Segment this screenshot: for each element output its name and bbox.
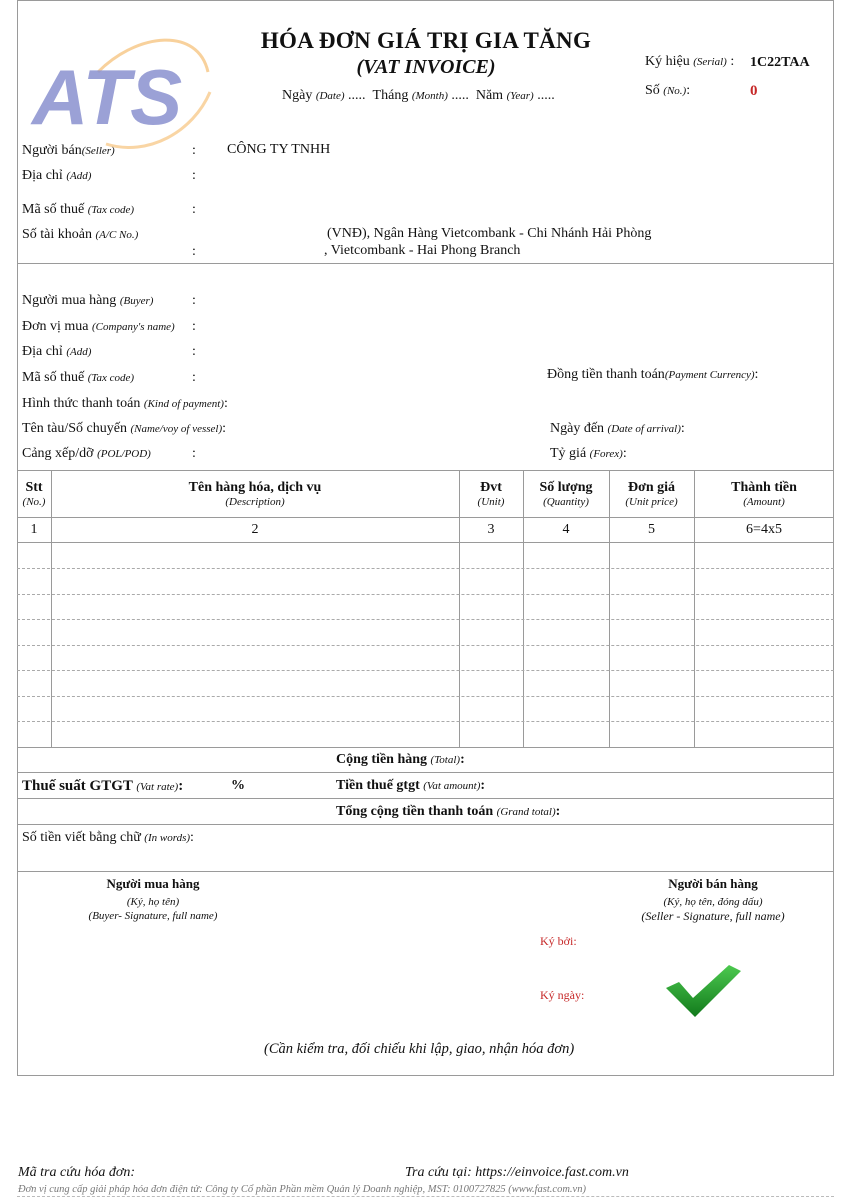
table-header-border [17,517,834,518]
buyer-address-label: Địa chỉ (Add) [22,344,92,359]
buyer-tax-label: Mã số thuế (Tax code) [22,370,135,385]
table-row-line [17,670,834,671]
signed-date-label: Ký ngày: [540,988,585,1002]
col-number: 6=4x5 [746,522,782,537]
table-top-border [17,470,834,471]
divider [17,871,834,872]
buyer-sign-title: Người mua hàng [106,876,200,891]
colon: : [192,370,196,385]
colon: : [192,344,196,359]
buyer-sign-sub: (Ký, họ tên) (Buyer- Signature, full name) [88,896,218,922]
lookup-site: Tra cứu tại: https://einvoice.fast.com.vn [405,1165,629,1180]
colon: : [192,202,196,217]
serial-value: 1C22TAA [750,55,810,70]
table-number-row-border [17,542,834,543]
col-header-unit-price: Đơn giá (Unit price) [625,480,678,508]
seller-label: Người bán(Seller) [22,143,115,158]
seller-name: CÔNG TY TNHH [227,142,331,157]
col-header-amount: Thành tiền (Amount) [731,480,797,508]
invoice-title: HÓA ĐƠN GIÁ TRỊ GIA TĂNG [260,28,592,53]
col-header-unit: Đvt (Unit) [477,480,505,508]
table-row-line [17,594,834,595]
seller-tax-label: Mã số thuế (Tax code) [22,202,135,217]
colon: : [192,143,196,158]
provider-note: Đơn vị cung cấp giải pháp hóa đơn điện tử: Công ty Cổ phần Phần mềm Quản lý Doanh nghiệp, MST: 0100727825 (www.fast.com.vn) [18,1184,586,1195]
in-words-label: Số tiền viết bằng chữ (In words): [22,830,194,845]
payment-kind-label: Hình thức thanh toán (Kind of payment): [22,396,228,411]
invoice-subtitle: (VAT INVOICE) [356,56,496,78]
check-note: (Cần kiểm tra, đối chiếu khi lập, giao, nhận hóa đơn) [264,1041,575,1057]
seller-address-label: Địa chỉ (Add) [22,168,92,183]
date-line: Ngày (Date) ..... Tháng (Month) ..... Năm (Year) ..... [282,88,555,103]
arrival-date-label: Ngày đến (Date of arrival): [550,421,685,436]
table-row-line [17,696,834,697]
colon: : [192,319,196,334]
divider [17,824,834,825]
col-number: 4 [562,522,570,537]
port-label: Cảng xếp/dỡ (POL/POD) [22,446,151,461]
buyer-company-label: Đơn vị mua (Company's name) [22,319,175,334]
colon: : [192,244,196,259]
divider [17,772,834,773]
col-divider [609,470,610,747]
colon: : [192,293,196,308]
footer-dotted-line [17,1196,834,1197]
col-number: 5 [648,522,655,537]
seller-account-label: Số tài khoản (A/C No.) [22,227,139,242]
col-header-description: Tên hàng hóa, dịch vụ (Description) [188,480,322,508]
col-number: 2 [251,522,259,537]
grand-total-label: Tổng cộng tiền thanh toán (Grand total): [336,804,561,819]
signature-check-icon [663,962,743,1020]
vessel-label: Tên tàu/Số chuyến (Name/voy of vessel): [22,421,227,436]
col-divider [523,470,524,747]
col-header-no: Stt (No.) [22,480,46,508]
buyer-label: Người mua hàng (Buyer) [22,293,154,308]
signed-by-label: Ký bởi: [540,934,577,948]
col-divider [694,470,695,747]
vat-rate-label: Thuế suất GTGT (Vat rate): [22,778,184,794]
table-row-line [17,721,834,722]
table-row-line [17,568,834,569]
col-divider [459,470,460,747]
serial-label: Ký hiệu (Serial) : [645,54,735,69]
col-header-quantity: Số lượng (Quantity) [539,480,593,508]
divider [17,263,834,264]
invoice-no-value: 0 [750,83,758,99]
table-row-line [17,619,834,620]
colon: : [192,168,196,183]
seller-sign-title: Người bán hàng [668,876,758,891]
col-divider [51,470,52,747]
col-number: 3 [487,522,495,537]
divider [17,798,834,799]
col-number: 1 [30,522,38,537]
lookup-code-label: Mã tra cứu hóa đơn: [18,1165,135,1180]
logo-text: ATS [32,53,183,141]
seller-account-line1: (VNĐ), Ngân Hàng Vietcombank - Chi Nhánh Hải Phòng [327,226,652,241]
table-bottom-border [17,747,834,748]
colon: : [192,446,196,461]
seller-sign-sub: (Ký, họ tên, đóng dấu) (Seller - Signature, full name) [641,896,785,923]
forex-label: Tỷ giá (Forex): [550,446,627,461]
currency-label: Đồng tiền thanh toán(Payment Currency): [547,367,759,382]
seller-account-line2: , Vietcombank - Hai Phong Branch [324,243,521,258]
table-row-line [17,645,834,646]
vat-percent: % [231,778,245,793]
total-label: Cộng tiền hàng (Total): [336,752,465,767]
invoice-no-label: Số (No.): [645,83,691,98]
vat-amount-label: Tiền thuế gtgt (Vat amount): [336,778,486,793]
